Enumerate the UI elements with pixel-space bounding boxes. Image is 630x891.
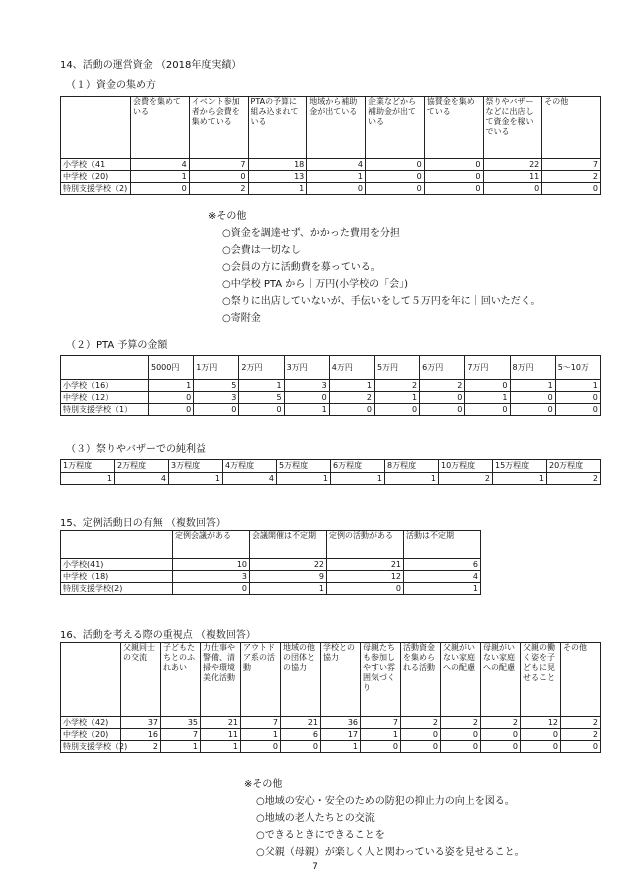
cell: 1 (465, 392, 510, 404)
table-row (61, 380, 601, 392)
col-header: アウトドア系の活動 (241, 643, 281, 717)
cell: 2 (401, 717, 441, 729)
section-14-1-subtitle: （１）資金の集め方 (66, 80, 156, 91)
cell: 0 (510, 404, 555, 416)
table-row (61, 183, 601, 195)
col-header: その他 (561, 643, 601, 717)
cell: 0 (555, 392, 600, 404)
cell: 2 (439, 473, 493, 485)
table-row (61, 473, 601, 485)
cell: 10 (173, 559, 250, 571)
col-header: PTAの予算に組み込まれている (248, 97, 307, 159)
col-header: 1万程度 (61, 460, 115, 473)
cell: 9 (250, 571, 327, 583)
cell: 0 (441, 729, 481, 741)
cell: 4 (307, 159, 366, 171)
col-header: 5～10万 (555, 356, 600, 380)
col-header: 地域の他の団体との協力 (281, 643, 321, 717)
cell: 21 (281, 717, 321, 729)
other-item: ○資金を調達せず、かかった費用を分担 (222, 228, 400, 239)
row-label: 特別支援学校（2) (61, 183, 131, 195)
cell: 1 (361, 729, 401, 741)
cell: 0 (424, 171, 483, 183)
cell: 0 (401, 729, 441, 741)
cell: 0 (281, 741, 321, 753)
col-header: 4万円 (329, 356, 374, 380)
cell: 21 (327, 559, 404, 571)
cell: 1 (374, 392, 419, 404)
col-header: 学校との協力 (321, 643, 361, 717)
cell: 7 (161, 729, 201, 741)
col-header: 父親の働く姿を子どもに見せること (521, 643, 561, 717)
cell: 0 (374, 404, 419, 416)
cell: 2 (441, 717, 481, 729)
col-header: 3万円 (284, 356, 329, 380)
section-14-title: 14、活動の運営資金 （2018年度実績） (60, 60, 242, 71)
cell: 1 (131, 171, 190, 183)
cell: 0 (555, 404, 600, 416)
cell: 2 (420, 380, 465, 392)
row-label: 小学校（41 (61, 159, 131, 171)
cell: 11 (201, 729, 241, 741)
col-header: 5万円 (374, 356, 419, 380)
cell: 3 (284, 380, 329, 392)
table-row (61, 729, 601, 741)
row-label: 中学校（18) (61, 571, 173, 583)
cell: 0 (149, 392, 194, 404)
col-header: 7万円 (465, 356, 510, 380)
col-header: 活動資金を集められる活動 (401, 643, 441, 717)
other-item: ○中学校 PTA から｜万円(小学校の「会」) (222, 279, 409, 290)
cell: 0 (510, 392, 555, 404)
cell: 0 (465, 380, 510, 392)
cell: 0 (131, 183, 190, 195)
col-header: 8万程度 (385, 460, 439, 473)
other-item: ○できるときにできることを (256, 830, 385, 841)
cell: 0 (521, 741, 561, 753)
cell: 3 (194, 392, 239, 404)
corner-cell (61, 356, 149, 380)
cell: 0 (329, 404, 374, 416)
col-header: 4万程度 (223, 460, 277, 473)
cell: 0 (173, 583, 250, 595)
col-header: 5万程度 (277, 460, 331, 473)
corner-cell (61, 643, 121, 717)
cell: 0 (361, 741, 401, 753)
cell: 0 (561, 741, 601, 753)
cell: 11 (483, 171, 542, 183)
cell: 12 (521, 717, 561, 729)
other-heading: ※その他 (208, 211, 247, 222)
cell: 0 (465, 404, 510, 416)
funding-methods-table (60, 96, 601, 195)
other-item: ○地域の老人たちとの交流 (256, 813, 375, 824)
corner-cell (61, 531, 173, 559)
other-item: ○地域の安心・安全のための防犯の抑止力の向上を図る。 (256, 796, 515, 807)
col-header: 2万程度 (115, 460, 169, 473)
col-header: 会議開催は不定期 (250, 531, 327, 559)
cell: 35 (161, 717, 201, 729)
col-header: 活動は不定期 (404, 531, 481, 559)
table-row (61, 741, 601, 753)
row-label: 特別支援学校（1） (61, 404, 149, 416)
cell: 1 (277, 473, 331, 485)
cell: 1 (321, 741, 361, 753)
cell: 6 (404, 559, 481, 571)
cell: 7 (542, 159, 601, 171)
row-label: 特別支援学校(2) (61, 583, 173, 595)
table-row (61, 717, 601, 729)
col-header: 6万程度 (331, 460, 385, 473)
cell: 1 (385, 473, 439, 485)
col-header: 子どもたちとのふれあい (161, 643, 201, 717)
cell: 0 (401, 741, 441, 753)
cell: 1 (404, 583, 481, 595)
cell: 1 (169, 473, 223, 485)
cell: 22 (483, 159, 542, 171)
col-header: 15万程度 (493, 460, 547, 473)
col-header: 2万円 (239, 356, 284, 380)
cell: 2 (374, 380, 419, 392)
section-14-3-subtitle: （３）祭りやバザーでの純利益 (66, 444, 206, 455)
cell: 7 (189, 159, 248, 171)
cell: 5 (194, 380, 239, 392)
cell: 1 (161, 741, 201, 753)
table-row (61, 404, 601, 416)
cell: 4 (404, 571, 481, 583)
col-header: 祭りやバザーなどに出店して資金を稼いでいる (483, 97, 542, 159)
cell: 1 (284, 404, 329, 416)
col-header: 会費を集めている (131, 97, 190, 159)
col-header: 協賛金を集めている (424, 97, 483, 159)
col-header: 8万円 (510, 356, 555, 380)
cell: 17 (321, 729, 361, 741)
other-item: ○会費は一切なし (222, 245, 301, 256)
cell: 1 (201, 741, 241, 753)
col-header: 1万円 (194, 356, 239, 380)
cell: 4 (131, 159, 190, 171)
row-label: 特別支援学校（2) (61, 741, 121, 753)
cell: 2 (121, 741, 161, 753)
col-header: 10万程度 (439, 460, 493, 473)
col-header: 20万程度 (547, 460, 601, 473)
cell: 22 (250, 559, 327, 571)
cell: 1 (555, 380, 600, 392)
col-header: 企業などから補助金が出ている (366, 97, 425, 159)
cell: 0 (481, 741, 521, 753)
cell: 37 (121, 717, 161, 729)
row-label: 中学校（20) (61, 171, 131, 183)
cell: 12 (327, 571, 404, 583)
cell: 1 (241, 729, 281, 741)
cell: 0 (481, 729, 521, 741)
cell: 2 (329, 392, 374, 404)
col-header: その他 (542, 97, 601, 159)
cell: 0 (521, 729, 561, 741)
cell: 0 (149, 404, 194, 416)
row-label: 小学校（42) (61, 717, 121, 729)
cell: 0 (441, 741, 481, 753)
cell: 0 (366, 159, 425, 171)
cell: 1 (331, 473, 385, 485)
col-header: 5000円 (149, 356, 194, 380)
cell: 0 (241, 741, 281, 753)
corner-cell (61, 97, 131, 159)
row-label: 小学校（16） (61, 380, 149, 392)
table-row (61, 559, 481, 571)
cell: 21 (201, 717, 241, 729)
cell: 5 (239, 392, 284, 404)
cell: 0 (424, 183, 483, 195)
regular-activity-table (60, 530, 481, 595)
cell: 13 (248, 171, 307, 183)
cell: 18 (248, 159, 307, 171)
cell: 0 (483, 183, 542, 195)
cell: 1 (61, 473, 115, 485)
col-header: 定例会議がある (173, 531, 250, 559)
col-header: 力仕事や警備、清掃や環境美化活動 (201, 643, 241, 717)
cell: 2 (561, 717, 601, 729)
bazaar-profit-table (60, 459, 601, 485)
other-item: ○寄附金 (222, 313, 261, 324)
cell: 0 (424, 159, 483, 171)
other-item: ○祭りに出店していないが、手伝いをして５万円を年に｜回いただく。 (222, 296, 541, 307)
cell: 2 (189, 183, 248, 195)
cell: 4 (115, 473, 169, 485)
table-row (61, 159, 601, 171)
cell: 0 (284, 392, 329, 404)
cell: 0 (327, 583, 404, 595)
row-label: 中学校（20) (61, 729, 121, 741)
col-header: 母親たちも参加しやすい雰囲気づくり (361, 643, 401, 717)
row-label: 小学校(41) (61, 559, 173, 571)
cell: 1 (239, 380, 284, 392)
other-item: ○父親（母親）が楽しく人と関わっている姿を見せること。 (256, 847, 525, 858)
cell: 0 (194, 404, 239, 416)
cell: 1 (329, 380, 374, 392)
col-header: 地域から補助金が出ている (307, 97, 366, 159)
cell: 2 (481, 717, 521, 729)
cell: 6 (281, 729, 321, 741)
section-16-title: 16、活動を考える際の重視点 （複数回答） (60, 630, 256, 641)
other-heading: ※その他 (244, 779, 283, 790)
col-header: 父親がいない家庭への配慮 (441, 643, 481, 717)
section-14-2-subtitle: （２）PTA 予算の金額 (66, 340, 168, 351)
pta-budget-table (60, 355, 601, 416)
cell: 0 (366, 171, 425, 183)
cell: 7 (241, 717, 281, 729)
other-item: ○会員の方に活動費を募っている。 (222, 262, 381, 273)
cell: 1 (149, 380, 194, 392)
cell: 0 (189, 171, 248, 183)
cell: 1 (493, 473, 547, 485)
col-header: 6万円 (420, 356, 465, 380)
cell: 1 (307, 171, 366, 183)
cell: 2 (547, 473, 601, 485)
cell: 4 (223, 473, 277, 485)
cell: 36 (321, 717, 361, 729)
cell: 0 (307, 183, 366, 195)
section-15-title: 15、定例活動日の有無 （複数回答） (60, 518, 226, 529)
table-row (61, 392, 601, 404)
row-label: 中学校（12） (61, 392, 149, 404)
col-header: 定例の活動がある (327, 531, 404, 559)
col-header: イベント参加者から会費を集めている (189, 97, 248, 159)
table-row (61, 171, 601, 183)
cell: 16 (121, 729, 161, 741)
cell: 0 (239, 404, 284, 416)
col-header: 母親がいない家庭への配慮 (481, 643, 521, 717)
cell: 0 (420, 392, 465, 404)
table-row (61, 583, 481, 595)
col-header: 3万程度 (169, 460, 223, 473)
cell: 0 (366, 183, 425, 195)
cell: 2 (542, 171, 601, 183)
cell: 0 (420, 404, 465, 416)
cell: 7 (361, 717, 401, 729)
cell: 3 (173, 571, 250, 583)
cell: 1 (248, 183, 307, 195)
cell: 1 (510, 380, 555, 392)
priorities-table (60, 642, 601, 753)
page-number: 7 (312, 862, 318, 872)
cell: 1 (250, 583, 327, 595)
cell: 2 (561, 729, 601, 741)
table-row (61, 571, 481, 583)
cell: 0 (542, 183, 601, 195)
col-header: 父親同士の交流 (121, 643, 161, 717)
